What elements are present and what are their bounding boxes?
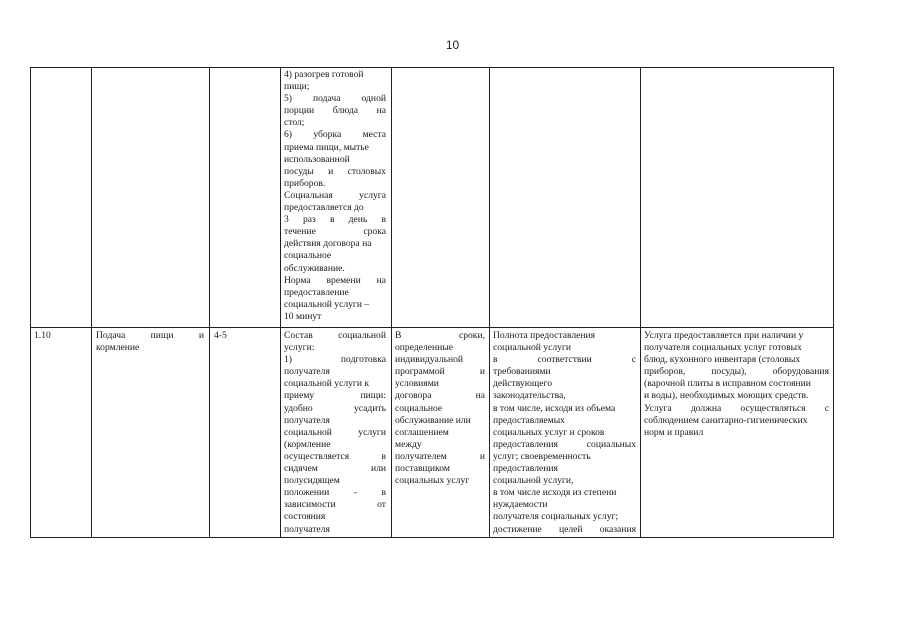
text-line: [284, 330, 386, 342]
word: должна: [690, 402, 722, 414]
word: зависимости: [284, 499, 336, 511]
word: целей: [558, 523, 583, 535]
text-line: [284, 166, 386, 178]
word: сидячем: [284, 463, 318, 475]
text-line: [493, 354, 636, 366]
word: места: [362, 129, 386, 141]
col-border: [280, 67, 281, 538]
text-line: социальной услуги,: [493, 475, 574, 487]
text-line: социальное: [284, 250, 332, 262]
text-line: [493, 524, 636, 536]
word: подача: [313, 93, 341, 105]
text-line: стол;: [284, 117, 305, 129]
word: с: [631, 354, 636, 366]
text-line: Услуга предоставляется при наличии у: [644, 330, 804, 341]
text-line: предоставление: [284, 286, 349, 298]
text-line: обслуживание.: [284, 262, 345, 274]
continued-service-description: [284, 69, 386, 323]
services-table: [30, 67, 834, 538]
col-border: [833, 67, 834, 538]
word: -: [353, 487, 357, 499]
text-line: социальной услуги –: [284, 298, 370, 310]
col-border: [391, 67, 392, 538]
text-line: [644, 403, 829, 415]
text-line: и воды), необходимых моющих средств.: [644, 390, 809, 402]
text-line: блюд, кухонного инвентаря (столовых: [644, 354, 801, 366]
word: срока: [363, 226, 386, 238]
word: посуды),: [711, 366, 747, 378]
word: и: [198, 330, 204, 341]
text-line: [284, 451, 386, 463]
text-line: приема пищи, мытье: [284, 141, 369, 153]
service-quality-indicators: [493, 330, 636, 536]
text-line: социальное: [395, 402, 443, 414]
text-line: получателя социальных услуг готовых: [644, 342, 802, 354]
word: посуды: [284, 165, 314, 177]
word: в: [329, 214, 335, 226]
text-line: состояния: [284, 511, 326, 523]
text-line: обслуживание или: [395, 414, 471, 426]
word: осуществляется: [284, 450, 350, 462]
text-line: социальной услуги: [493, 342, 572, 354]
text-line: [284, 403, 386, 415]
word: соответствии: [537, 354, 592, 366]
word: оборудования: [772, 366, 829, 378]
word: и: [479, 450, 485, 462]
word: В: [395, 330, 402, 341]
service-code: 4-5: [214, 330, 227, 341]
word: договора: [395, 390, 432, 402]
text-line: [284, 427, 386, 439]
word: услуги: [358, 426, 386, 438]
word: пищи: [150, 330, 174, 341]
text-line: [395, 451, 485, 463]
word: социальных: [586, 438, 636, 450]
text-line: услуг; своевременность: [493, 450, 591, 462]
text-line: пищи;: [284, 81, 310, 93]
word: Услуга: [644, 402, 672, 414]
text-line: получателя: [284, 414, 330, 426]
word: раз: [302, 214, 316, 226]
service-name: [96, 330, 204, 354]
col-border: [209, 67, 210, 538]
word: и: [328, 165, 334, 177]
word: приему: [284, 390, 315, 402]
word: получателем: [395, 450, 447, 462]
word: социальной: [284, 426, 332, 438]
service-composition: [284, 330, 386, 536]
text-line: нуждаемости: [493, 499, 548, 511]
text-line: [284, 93, 386, 105]
table-top-border: [30, 67, 834, 68]
text-line: приборов.: [284, 177, 326, 189]
text-line: соблюдением санитарно-гигиенических: [644, 414, 808, 426]
text-line: действующего: [493, 378, 553, 390]
text-line: [284, 487, 386, 499]
word: Подача: [96, 330, 126, 341]
word: на: [376, 274, 386, 286]
word: удобно: [284, 402, 313, 414]
text-line: предоставляется до: [284, 202, 364, 214]
text-line: требованиями: [493, 366, 551, 378]
word: 3: [284, 214, 289, 226]
text-line: действия договора на: [284, 238, 372, 250]
word: и: [479, 366, 485, 378]
word: с: [824, 402, 829, 414]
word: услуга: [359, 189, 386, 201]
text-line: предоставления: [493, 463, 558, 475]
text-line: [284, 105, 386, 117]
text-line: определенные: [395, 342, 454, 354]
text-line: в том числе исходя из степени: [493, 487, 617, 499]
text-line: [284, 190, 386, 202]
text-line: полусидящем: [284, 475, 340, 487]
word: в: [381, 487, 386, 499]
word: положении: [284, 487, 330, 499]
word: блюда: [332, 105, 358, 117]
word: день: [348, 214, 368, 226]
text-line: 4) разогрев готовой: [284, 69, 364, 80]
word: сроки,: [458, 330, 485, 341]
word: порции: [284, 105, 315, 117]
page-number: 10: [445, 38, 460, 52]
text-line: поставщиком: [395, 463, 450, 475]
word: или: [370, 463, 386, 475]
word: 5): [284, 93, 292, 105]
service-terms: [395, 330, 485, 487]
text-line: в том числе, исходя из объема: [493, 402, 616, 414]
service-conditions: [644, 330, 829, 439]
table-bottom-border: [30, 537, 834, 538]
text-line: социальных услуг: [395, 475, 470, 487]
word: приборов,: [644, 366, 686, 378]
text-line: [395, 330, 485, 342]
text-line: (кормление: [284, 438, 331, 450]
text-line: [96, 330, 204, 342]
text-line: 10 минут: [284, 310, 322, 322]
word: уборка: [313, 129, 342, 141]
text-line: предоставляемых: [493, 414, 565, 426]
col-border: [640, 67, 641, 538]
word: программой: [395, 366, 445, 378]
text-line: [395, 390, 485, 402]
word: Состав: [284, 330, 313, 341]
word: 1): [284, 354, 292, 366]
text-line: законодательства,: [493, 390, 566, 402]
text-line: соглашением: [395, 426, 449, 438]
text-line: услуги:: [284, 342, 315, 354]
text-line: [284, 390, 386, 402]
text-line: [284, 499, 386, 511]
word: Норма: [284, 274, 311, 286]
text-line: условиями: [395, 378, 439, 390]
text-line: кормление: [96, 342, 140, 354]
word: оказания: [599, 523, 636, 535]
text-line: [284, 275, 386, 287]
text-line: [284, 214, 386, 226]
word: 6): [284, 129, 292, 141]
text-line: [284, 354, 386, 366]
word: времени: [326, 274, 361, 286]
service-number: 1.10: [34, 330, 51, 341]
col-border: [91, 67, 92, 538]
text-line: [284, 463, 386, 475]
text-line: между: [395, 438, 422, 450]
word: пищи:: [360, 390, 386, 402]
text-line: Полнота предоставления: [493, 330, 596, 341]
word: усадить: [353, 402, 386, 414]
text-line: социальной услуги к: [284, 378, 370, 390]
word: в: [493, 354, 498, 366]
text-line: [644, 366, 829, 378]
word: на: [376, 105, 386, 117]
word: предоставления: [493, 438, 558, 450]
word: от: [377, 499, 386, 511]
word: осуществляться: [740, 402, 806, 414]
word: подготовка: [340, 354, 386, 366]
text-line: использованной: [284, 153, 350, 165]
word: столовых: [347, 165, 386, 177]
text-line: [284, 129, 386, 141]
word: течение: [284, 226, 316, 238]
text-line: (варочной плиты в исправном состоянии: [644, 378, 811, 390]
word: социальной: [338, 330, 386, 341]
word: достижение: [493, 523, 542, 535]
word: Социальная: [284, 189, 333, 201]
text-line: [395, 366, 485, 378]
word: на: [475, 390, 485, 402]
text-line: социальных услуг и сроков: [493, 426, 605, 438]
word: в: [381, 450, 386, 462]
text-line: получателя: [284, 523, 330, 535]
text-line: индивидуальной: [395, 354, 464, 366]
word: одной: [361, 93, 386, 105]
text-line: норм и правил: [644, 426, 704, 438]
text-line: [284, 226, 386, 238]
col-border: [30, 67, 31, 538]
text-line: получателя социальных услуг;: [493, 511, 619, 523]
col-border: [489, 67, 490, 538]
row-separator: [30, 327, 834, 328]
text-line: [493, 439, 636, 451]
text-line: получателя: [284, 366, 330, 378]
word: в: [381, 214, 386, 226]
